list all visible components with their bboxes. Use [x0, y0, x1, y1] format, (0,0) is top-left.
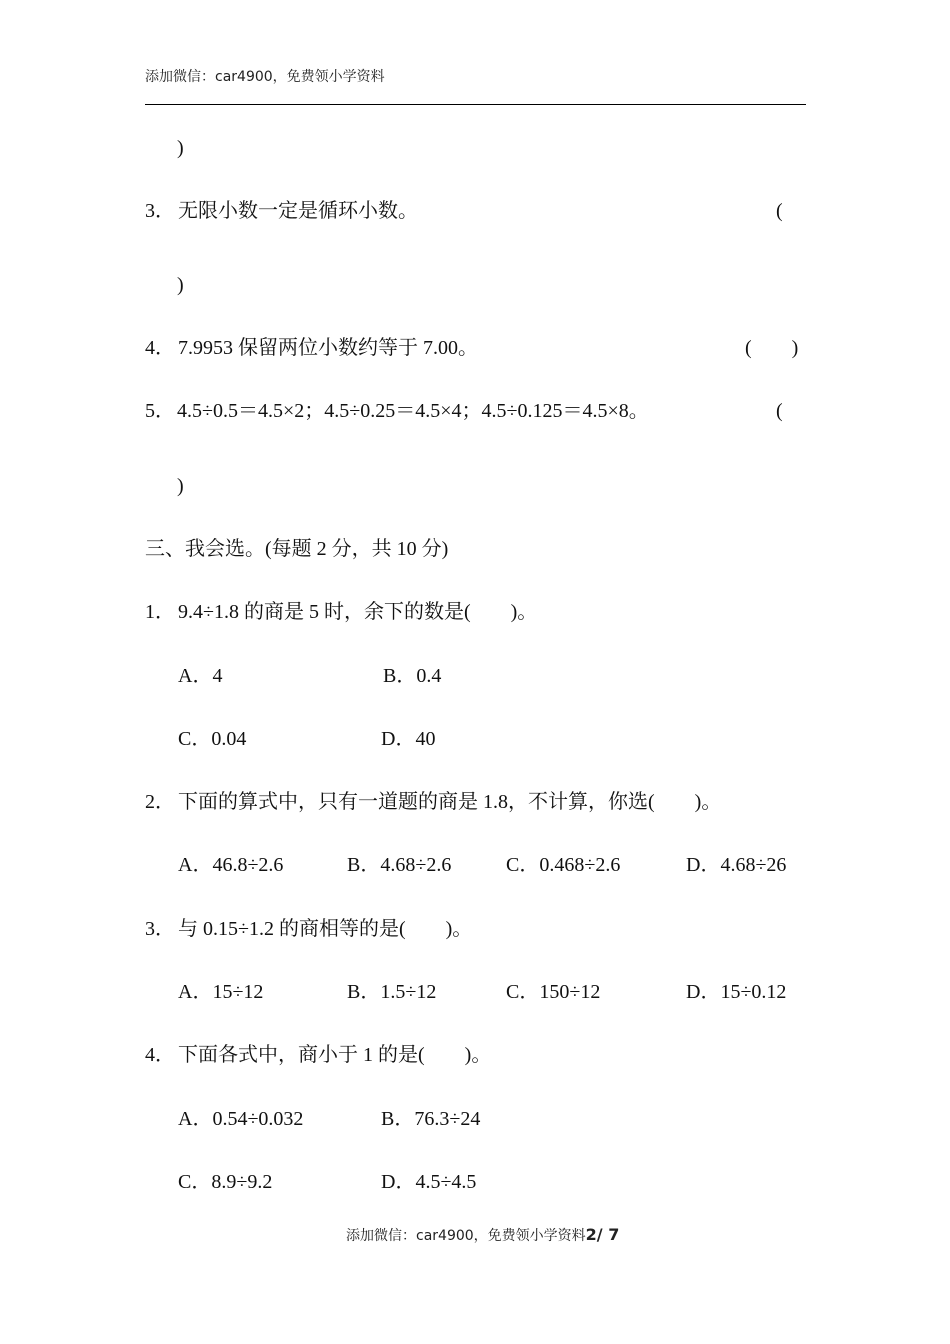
judge-q3-open-paren: ( [776, 200, 783, 222]
mc-q4-option-a: A．0.54÷0.032 [178, 1108, 304, 1130]
mc-q1-number: 1． [145, 601, 175, 623]
mc-q2-option-a: A．46.8÷2.6 [178, 854, 284, 876]
mc-q1-option-d: D．40 [381, 728, 436, 750]
mc-q4-number: 4． [145, 1044, 175, 1066]
judge-q4-answer-paren: ( ) [745, 337, 799, 359]
judge-q5-open-paren: ( [776, 400, 783, 422]
judge-q3-close-paren: ) [177, 274, 184, 296]
mc-q4-option-b: B．76.3÷24 [381, 1108, 481, 1130]
page-number: 2/ 7 [585, 1225, 620, 1244]
mc-q2-text: 下面的算式中，只有一道题的商是 1.8，不计算，你选( )。 [178, 791, 722, 813]
mc-q3-text: 与 0.15÷1.2 的商相等的是( )。 [178, 918, 473, 940]
mc-q1-option-c: C．0.04 [178, 728, 247, 750]
mc-q3-option-a: A．15÷12 [178, 981, 264, 1003]
mc-q1-text: 9.4÷1.8 的商是 5 时，余下的数是( )。 [178, 601, 538, 623]
judge-q3-number: 3． [145, 200, 175, 222]
mc-q2-option-b: B．4.68÷2.6 [347, 854, 452, 876]
footer-text: 添加微信：car4900，免费领小学资料 [346, 1228, 586, 1244]
mc-q4-option-c: C．8.9÷9.2 [178, 1171, 273, 1193]
mc-q2-number: 2． [145, 791, 175, 813]
mc-q3-number: 3． [145, 918, 175, 940]
mc-q2-option-c: C．0.468÷2.6 [506, 854, 621, 876]
page-footer [346, 1225, 619, 1245]
mc-q2-option-d: D．4.68÷26 [686, 854, 787, 876]
judge-q5-close-paren: ) [177, 475, 184, 497]
mc-q3-option-d: D．15÷0.12 [686, 981, 787, 1003]
q2-close-paren: ) [177, 137, 184, 159]
mc-q3-option-b: B．1.5÷12 [347, 981, 437, 1003]
header-divider [145, 104, 806, 105]
mc-q4-text: 下面各式中，商小于 1 的是( )。 [178, 1044, 492, 1066]
page-header: 添加微信：car4900，免费领小学资料 [145, 69, 385, 85]
judge-q3-text: 无限小数一定是循环小数。 [178, 200, 418, 222]
mc-q4-option-d: D．4.5÷4.5 [381, 1171, 477, 1193]
judge-q4-text: 7.9953 保留两位小数约等于 7.00。 [178, 337, 478, 359]
section3-title: 三、我会选。(每题 2 分，共 10 分) [145, 538, 449, 560]
judge-q5-number: 5． [145, 400, 175, 422]
judge-q4-number: 4． [145, 337, 175, 359]
judge-q5-text: 4.5÷0.5＝4.5×2；4.5÷0.25＝4.5×4；4.5÷0.125＝4.5×8。 [172, 400, 649, 422]
mc-q1-option-b: B．0.4 [383, 665, 442, 687]
mc-q3-option-c: C．150÷12 [506, 981, 601, 1003]
mc-q1-option-a: A．4 [178, 665, 223, 687]
